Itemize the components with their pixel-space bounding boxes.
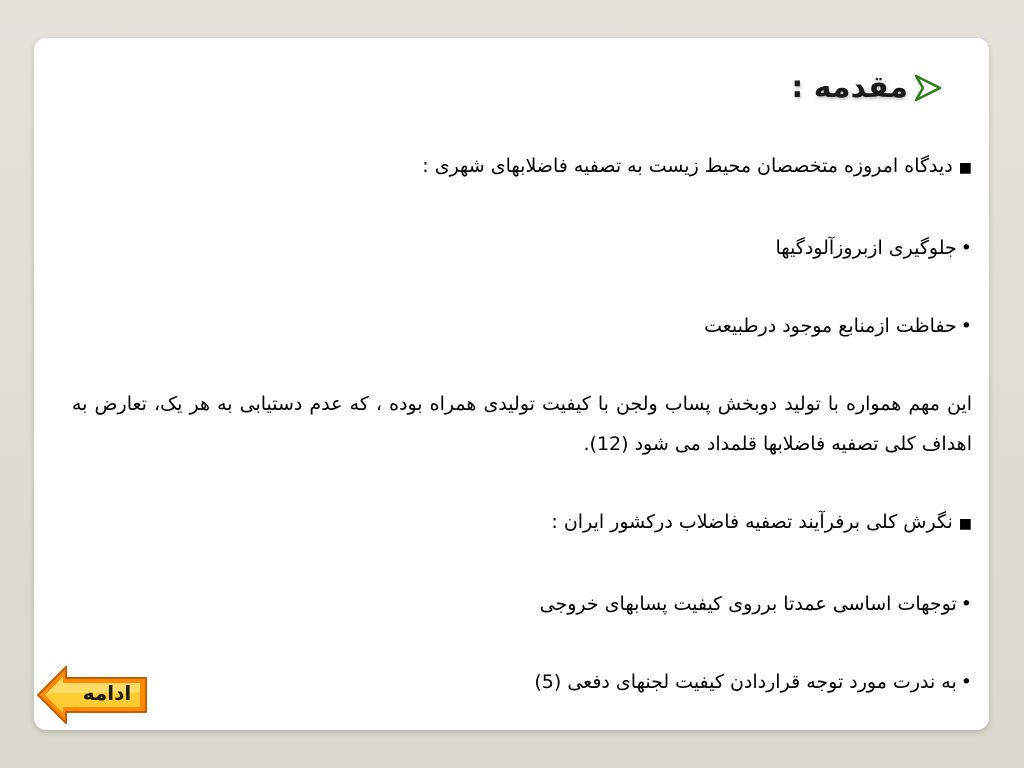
continue-button-label: ادامه — [82, 681, 132, 705]
bullet-prevent-pollution — [776, 232, 973, 264]
dot-bullet-icon: • — [960, 315, 972, 337]
heading-iran-overview-text: نگرش کلی برفرآیند تصفیه فاضلاب درکشور ایران : — [551, 511, 953, 533]
dot-bullet-icon: • — [960, 237, 972, 259]
bullet-sludge-quality-text: به ندرت مورد توجه قراردادن کیفیت لجنهای دفعی (5) — [534, 671, 957, 693]
heading-urban-wastewater — [422, 150, 972, 184]
paragraph-effluent-sludge: این مهم همواره با تولید دوبخش پساب ولجن با کیفیت تولیدی همراه بوده ، که عدم دستیابی به هر یک، تعارض به اهداف کلی تصفیه فاضلابها قلمداد می شود (12). — [72, 393, 972, 455]
bullet-effluent-quality-text: توجهات اساسی عمدتا برروی کیفیت پسابهای خروجی — [539, 593, 957, 615]
slide-title — [791, 70, 944, 105]
dot-bullet-icon: • — [960, 671, 972, 693]
dot-bullet-icon: • — [960, 593, 972, 615]
square-bullet-icon: ■ — [958, 160, 972, 176]
square-bullet-icon: ■ — [958, 516, 972, 532]
heading-iran-overview — [551, 506, 972, 540]
heading-urban-wastewater-text: دیدگاه امروزه متخصصان محیط زیست به تصفیه فاضلابهای شهری : — [422, 155, 953, 177]
bullet-sludge-quality — [534, 666, 972, 698]
bullet-preserve-resources-text: حفاظت ازمنابع موجود درطبیعت — [704, 315, 957, 337]
arrow-right-outline-icon — [912, 72, 944, 104]
bullet-effluent-quality — [540, 588, 972, 620]
continue-button[interactable] — [36, 664, 148, 726]
bullet-preserve-resources — [704, 310, 972, 342]
slide-title-text: مقدمه : — [791, 70, 908, 105]
bullet-prevent-pollution-text: جلوگیری ازبروزآلودگیها — [775, 237, 957, 259]
